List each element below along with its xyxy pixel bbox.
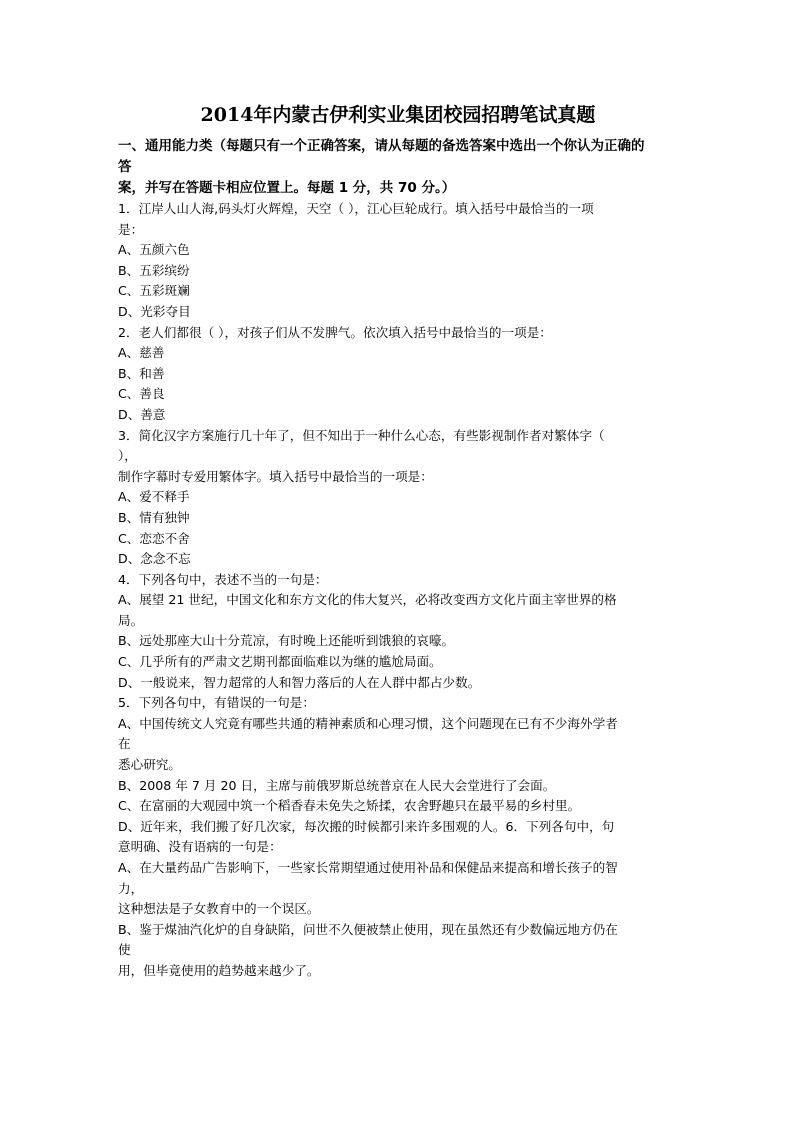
- option-line: C、在富丽的大观园中筑一个稻香春未免失之矫揉，农舍野趣只在最平易的乡村里。: [118, 798, 581, 814]
- section-heading: [118, 136, 678, 199]
- option-line: C、善良: [118, 386, 165, 402]
- text-line: ），: [118, 448, 137, 464]
- document-title: 2014年内蒙古伊利实业集团校园招聘笔试真题: [200, 104, 596, 126]
- option-line: A、展望 21 世纪，中国文化和东方文化的伟大复兴，必将改变西方文化片面主宰世界的格: [118, 592, 617, 608]
- option-line: B、情有独钟: [118, 509, 190, 525]
- text-line: 2．老人们都很（ ），对孩子们从不发脾气。依次填入括号中最恰当的一项是：: [118, 324, 552, 340]
- section-heading-line: 答: [118, 159, 132, 175]
- option-line: C、恋恋不舍: [118, 530, 190, 546]
- option-line: B、和善: [118, 365, 165, 381]
- text-line: 用，但毕竟使用的趋势越来越少了。: [118, 962, 320, 978]
- option-line: A、慈善: [118, 345, 165, 361]
- option-line: B、远处那座大山十分荒凉，有时晚上还能听到饿狼的哀嚎。: [118, 633, 455, 649]
- option-line: D、光彩夺目: [118, 303, 191, 319]
- option-line: A、中国传统文人究竟有哪些共通的精神素质和心理习惯，这个问题现在已有不少海外学者: [118, 715, 618, 731]
- text-line: 力，: [118, 880, 144, 896]
- option-line: A、五颜六色: [118, 242, 190, 258]
- option-line: C、几乎所有的严肃文艺期刊都面临难以为继的尴尬局面。: [118, 654, 442, 670]
- text-line: 这种想法是子女教育中的一个误区。: [118, 901, 320, 917]
- text-line: 1．江岸人山人海,码头灯火辉煌，天空（ ），江心巨轮成行。填入括号中最恰当的一项: [118, 201, 594, 216]
- document-page: [118, 100, 678, 982]
- section-heading-line: 一、通用能力类（每题只有一个正确答案，请从每题的备选答案中选出一个你认为正确的: [118, 138, 645, 154]
- option-line: B、鉴于煤油汽化炉的自身缺陷，问世不久便被禁止使用，现在虽然还有少数偏远地方仍在: [118, 921, 618, 937]
- text-line: 意明确、没有语病的一句是：: [118, 839, 282, 855]
- question-body: [118, 199, 678, 982]
- text-line: 使: [118, 942, 131, 958]
- text-line: 制作字幕时专爱用繁体字。填入括号中最恰当的一项是：: [118, 468, 433, 484]
- option-line: D、一般说来，智力超常的人和智力落后的人在人群中都占少数。: [118, 674, 481, 690]
- section-heading-line: 案，并写在答题卡相应位置上。每题 1 分，共 70 分。）: [118, 180, 456, 196]
- text-line: 悉心研究。: [118, 757, 181, 773]
- option-line: D、近年来，我们搬了好几次家，每次搬的时候都引来许多围观的人。6．下列各句中，句: [118, 818, 615, 834]
- text-line: 4．下列各句中，表述不当的一句是：: [118, 571, 328, 587]
- option-line: B、2008 年 7 月 20 日，主席与前俄罗斯总统普京在人民大会堂进行了会面。: [118, 777, 556, 793]
- text-line: 5．下列各句中，有错误的一句是：: [118, 695, 315, 711]
- option-line: B、五彩缤纷: [118, 262, 190, 278]
- option-line: D、念念不忘: [118, 551, 191, 567]
- option-line: A、爱不释手: [118, 489, 190, 505]
- text-line: 局。: [118, 612, 144, 628]
- text-line: 在: [118, 736, 131, 752]
- text-line: 3．简化汉字方案施行几十年了，但不知出于一种什么心态，有些影视制作者对繁体字（: [118, 427, 605, 443]
- option-line: A、在大量药品广告影响下，一些家长常期望通过使用补品和保健品来提高和增长孩子的智: [118, 860, 618, 875]
- option-line: C、五彩斑斓: [118, 283, 190, 299]
- option-line: D、善意: [118, 406, 166, 422]
- text-line: 是：: [118, 221, 144, 237]
